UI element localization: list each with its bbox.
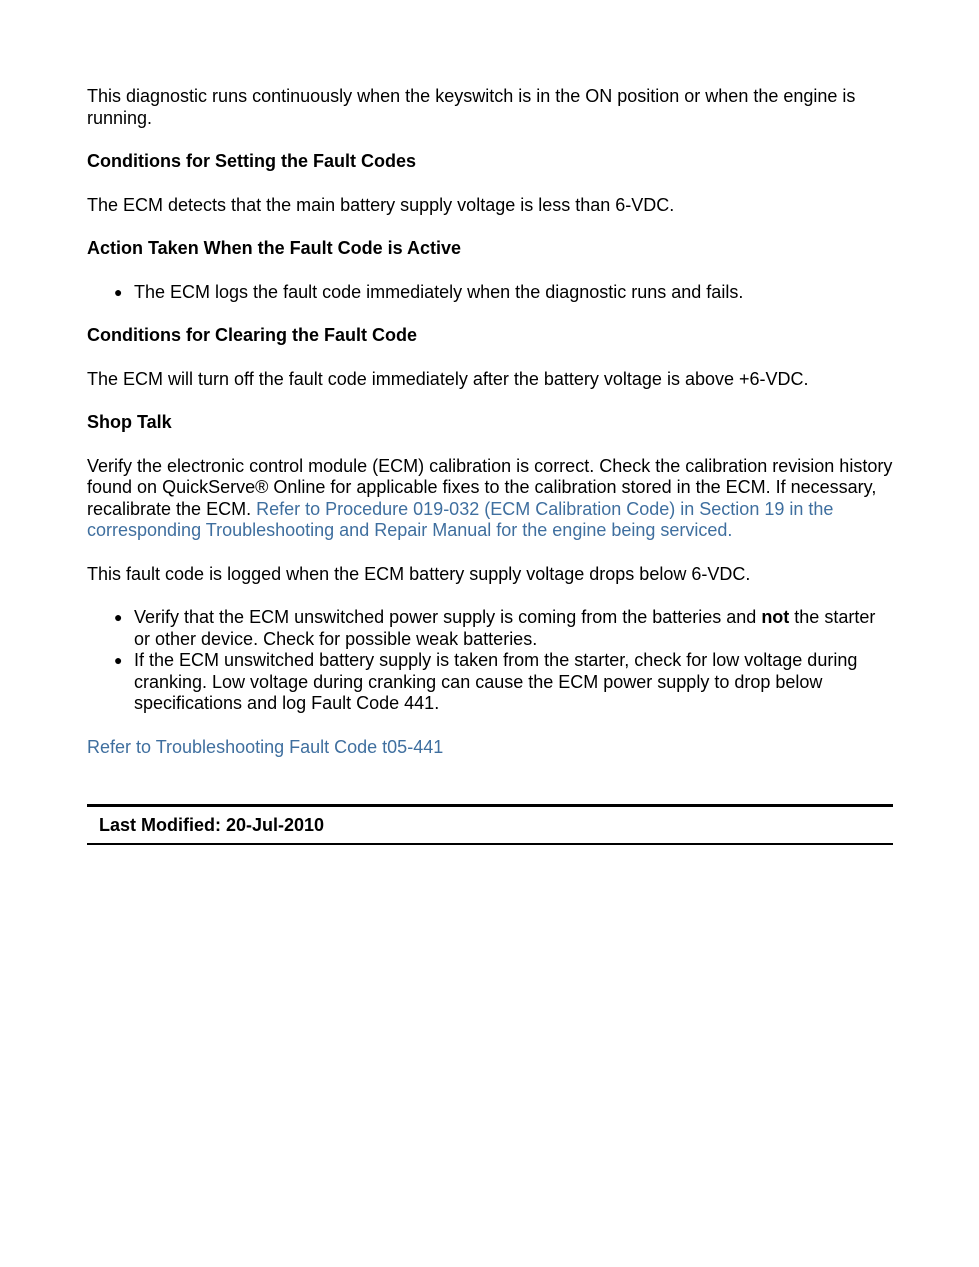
refer-paragraph	[87, 737, 893, 759]
list-item	[87, 282, 893, 304]
conditions-setting-text: The ECM detects that the main battery supply voltage is less than 6-VDC.	[87, 194, 675, 215]
shop-talk-list	[87, 607, 893, 715]
footer-bar	[87, 804, 893, 845]
conditions-clearing-heading: Conditions for Clearing the Fault Code	[87, 325, 417, 345]
procedure-link[interactable]: Refer to Procedure 019-032 (ECM Calibration Code) in Section 19 in the corresponding Troubleshooting and Repair Manual for the engine being serviced.	[87, 498, 834, 540]
list-item-text: If the ECM unswitched battery supply is taken from the starter, check for low voltage during cranking. Low voltage during cranking can cause the ECM power supply to drop below specifications and log Fault Code 441.	[134, 650, 858, 713]
action-taken-list	[87, 282, 893, 304]
conditions-clearing-text: The ECM will turn off the fault code immediately after the battery voltage is above +6-VDC.	[87, 368, 809, 389]
list-item-text: The ECM logs the fault code immediately when the diagnostic runs and fails.	[134, 281, 744, 302]
list-item-text-part: the starter or other device. Check for possible weak batteries.	[134, 607, 876, 649]
list-item	[87, 607, 893, 650]
last-modified-label: Last Modified: 20-Jul-2010	[99, 815, 325, 835]
bullet-icon: ●	[114, 652, 123, 668]
list-item-text	[134, 607, 875, 649]
conditions-setting-heading: Conditions for Setting the Fault Codes	[87, 151, 416, 171]
document-body	[87, 86, 893, 758]
shop-talk-paragraph	[87, 456, 893, 542]
bullet-icon: ●	[114, 609, 123, 625]
shop-talk-heading: Shop Talk	[87, 412, 172, 432]
shop-talk-paragraph-2: This fault code is logged when the ECM battery supply voltage drops below 6-VDC.	[87, 563, 751, 584]
troubleshooting-link[interactable]: Refer to Troubleshooting Fault Code t05-441	[87, 736, 444, 757]
action-taken-heading: Action Taken When the Fault Code is Active	[87, 238, 462, 258]
shop-talk-text: Verify the electronic control module (ECM) calibration is correct. Check the calibration revision history found on QuickServe® Online for applicable fixes to the calibration stored in the ECM. If necessary, recalibrate the ECM.	[87, 455, 893, 519]
intro-paragraph: This diagnostic runs continuously when the keyswitch is in the ON position or when the engine is running.	[87, 86, 856, 128]
list-item	[87, 650, 893, 715]
bullet-icon: ●	[114, 283, 123, 300]
emphasis-text: not	[761, 607, 790, 627]
list-item-text-part: Verify that the ECM unswitched power supply is coming from the batteries and	[134, 607, 762, 627]
